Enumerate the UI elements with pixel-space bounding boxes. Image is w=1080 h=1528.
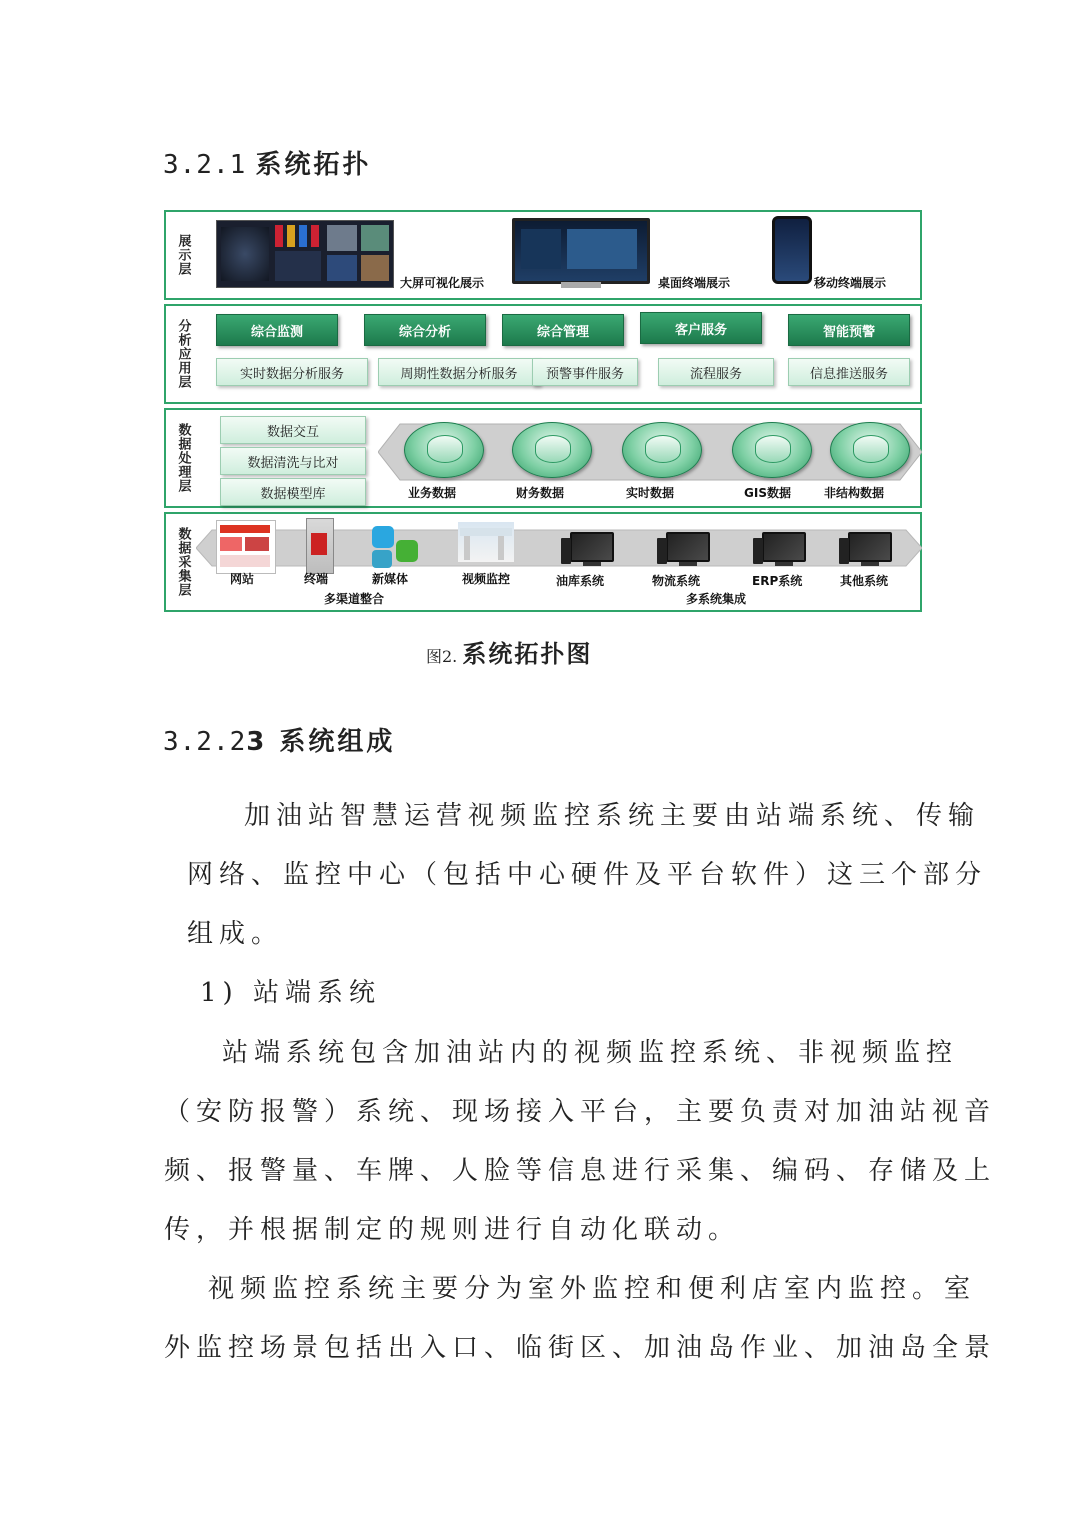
figure-caption-prefix: 图2. — [426, 647, 458, 666]
svc-warning-event: 预警事件服务 — [532, 358, 638, 386]
store-disc-gis — [732, 422, 812, 478]
tool-model-library: 数据模型库 — [220, 478, 366, 506]
big-screen-image — [216, 220, 394, 288]
system-label-erp: ERP系统 — [752, 574, 803, 588]
channel-label-terminal: 终端 — [304, 572, 329, 586]
paragraph-3-line-1: 视频监控系统主要分为室外监控和便利店室内监控。室 — [208, 1274, 977, 1304]
layer-label-analysis: 分析应用层 — [175, 319, 191, 389]
system-label-other: 其他系统 — [840, 574, 889, 588]
paragraph-2-line-1: 站端系统包含加油站内的视频监控系统、非视频监控 — [222, 1038, 959, 1068]
store-disc-business — [404, 422, 484, 478]
store-label-finance: 财务数据 — [516, 486, 565, 500]
store-label-business: 业务数据 — [408, 486, 457, 500]
store-label-gis: GIS数据 — [744, 486, 791, 500]
collection-arrow-band — [196, 528, 922, 568]
store-label-unstructured: 非结构数据 — [824, 486, 885, 500]
btn-comprehensive-management: 综合管理 — [502, 314, 624, 346]
display-item-bigscreen: 大屏可视化展示 — [400, 276, 485, 290]
btn-smart-warning: 智能预警 — [788, 314, 910, 346]
media-icon-blue — [372, 526, 394, 548]
computer-icon-erp — [762, 532, 806, 566]
section-heading-composition — [163, 721, 395, 758]
paragraph-1-line-2: 网络、监控中心（包括中心硬件及平台软件）这三个部分 — [187, 860, 988, 890]
paragraph-2-line-3: 频、报警量、车牌、人脸等信息进行采集、编码、存储及上 — [164, 1156, 997, 1186]
section-heading-topology — [163, 144, 372, 181]
tool-data-cleaning: 数据清洗与比对 — [220, 447, 366, 475]
layer-label-processing: 数据处理层 — [175, 423, 191, 493]
wechat-icon — [396, 540, 418, 562]
terminal-image — [306, 518, 334, 574]
display-item-desktop: 桌面终端展示 — [658, 276, 731, 290]
display-item-mobile: 移动终端展示 — [814, 276, 887, 290]
system-label-depot: 油库系统 — [556, 574, 605, 588]
processing-layer — [164, 408, 922, 508]
paragraph-1-line-1: 加油站智慧运营视频监控系统主要由站端系统、传输 — [244, 801, 981, 831]
figure-caption-title: 系统拓扑图 — [462, 640, 593, 668]
video-monitor-image — [458, 522, 514, 562]
topology-figure — [164, 210, 926, 612]
channel-label-website: 网站 — [230, 572, 255, 586]
figure-caption — [426, 634, 592, 669]
btn-comprehensive-monitoring: 综合监测 — [216, 314, 338, 346]
channel-group-label: 多渠道整合 — [324, 592, 385, 606]
paragraph-3-line-2: 外监控场景包括出入口、临街区、加油岛作业、加油岛全景 — [164, 1333, 997, 1363]
paragraph-2-line-4: 传，并根据制定的规则进行自动化联动。 — [164, 1215, 741, 1245]
media-icon-teal — [372, 550, 392, 568]
collection-layer — [164, 512, 922, 612]
computer-icon-logistics — [666, 532, 710, 566]
store-disc-finance — [512, 422, 592, 478]
svc-push: 信息推送服务 — [788, 358, 910, 386]
channel-label-newmedia: 新媒体 — [372, 572, 409, 586]
system-label-logistics: 物流系统 — [652, 574, 701, 588]
analysis-layer — [164, 304, 922, 404]
computer-icon-depot — [570, 532, 614, 566]
heading-number: 3.2.1 — [163, 150, 247, 180]
svc-periodic-analysis: 周期性数据分析服务 — [378, 358, 540, 386]
mobile-phone-image — [772, 216, 812, 284]
display-layer — [164, 210, 922, 300]
paragraph-2-line-2: （安防报警）系统、现场接入平台，主要负责对加油站视音 — [164, 1097, 997, 1127]
paragraph-1-line-3: 组成。 — [187, 919, 284, 949]
channel-label-video: 视频监控 — [462, 572, 511, 586]
heading-number: 3.2.2 — [163, 727, 247, 757]
list-item-station-system: 1) 站端系统 — [200, 978, 381, 1008]
btn-comprehensive-analysis: 综合分析 — [364, 314, 486, 346]
desktop-monitor-image — [512, 218, 650, 284]
store-disc-realtime — [622, 422, 702, 478]
store-label-realtime: 实时数据 — [626, 486, 675, 500]
system-group-label: 多系统集成 — [686, 592, 747, 606]
computer-icon-other — [848, 532, 892, 566]
layer-label-display: 展示层 — [175, 234, 191, 276]
layer-label-collection: 数据采集层 — [175, 527, 191, 597]
heading-title: 3 系统组成 — [246, 727, 396, 757]
heading-title: 系统拓扑 — [255, 150, 372, 180]
tool-data-exchange: 数据交互 — [220, 416, 366, 444]
store-disc-unstructured — [830, 422, 910, 478]
btn-customer-service: 客户服务 — [640, 312, 762, 344]
svc-realtime-analysis: 实时数据分析服务 — [216, 358, 368, 386]
website-image — [216, 520, 276, 574]
svc-process: 流程服务 — [658, 358, 774, 386]
